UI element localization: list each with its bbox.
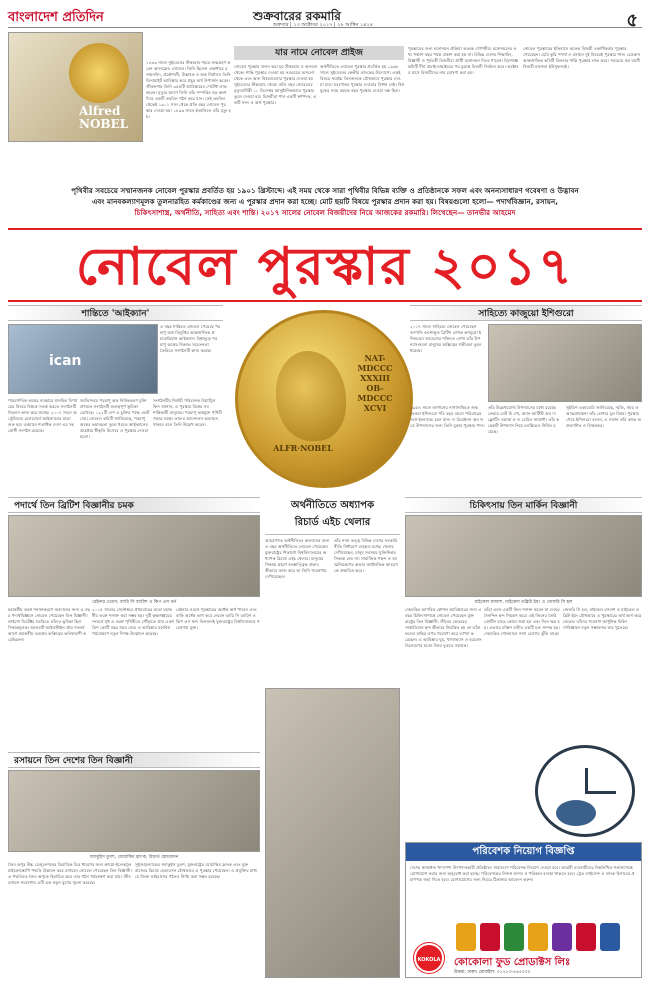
- medal-inscription-right: [350, 353, 400, 413]
- gold-medal-small-icon: [69, 43, 129, 103]
- product-pack-icon: [528, 923, 548, 951]
- nobel-caption: Alfred NOBEL: [79, 104, 129, 131]
- article-text-nobel-2: নোবেল পুরস্কার প্রদান করা হয় স্টকহোম ও অসলো থেকে। শান্তি পুরস্কার দেওয়া হয় নরওয়ের অসলো থেকে এবং অন্য বিষয়গুলোর পুরস্কার দেওয়া হয় সুইডেনের স্টকহোম থেকে। প্রতি বছর নোবেলের মৃত্যুবার্ষিকী ১০ ডিসেম্বর আনুষ্ঠানিকভাবে পুরস্কার তুলে দেওয়া হয়। বিজয়ীরা পান একটি স্বর্ণপদক, একটি সনদ ও অর্থ পুরস্কার।: [234, 64, 318, 105]
- article-text-lit-4: সুইডিশ একাডেমি জানিয়েছে, স্মৃতি, সময় ও আত্মপ্রবঞ্চনা তাঁর লেখার মূল বিষয়। পুরস্কার পেয়ে ইশিগুরো বলেন, এ সম্মান তাঁর কাছে অপ্রত্যাশিত ও বিস্ময়কর।: [566, 405, 642, 428]
- chemistry-caption: জ্যাকুইস ডুবশ, যোয়াকিম ফ্রাংক, রিচার্ড হেন্ডারসন: [89, 855, 179, 860]
- thaler-photo: [265, 688, 400, 978]
- advertisement: [405, 842, 642, 978]
- article-text-chem-2: সুইজারল্যান্ডের জ্যাকুইস ডুবশ, যুক্তরাষ্ট্রের যোয়াকিম ফ্রাংক এবং যুক্তরাজ্যের রিচার্ড হেন্ডারসন যৌথভাবে এ পুরস্কার পেয়েছেন। এ প্রযুক্তির মাধ্যমে জিকা ভাইরাসের গঠনও নির্ণয় করা সম্ভব হয়েছে।: [135, 862, 258, 879]
- article-text-phys-3: রেইনার ওয়েস পুরস্কারের অর্ধেক অর্থ পাবেন এবং বাকি অর্ধেক ভাগ করে নেবেন ব্যারি সি ব্যারিশ ও কিপ এস থর্ন। তিনজনই যুক্তরাষ্ট্রের বিশ্ববিদ্যালয়ে গবেষণায় যুক্ত।: [176, 607, 260, 630]
- masthead: [8, 6, 642, 31]
- article-text-phys-1: মহাকর্ষীয় তরঙ্গ শনাক্তকরণে অবদানের জন্য এ বছর পদার্থবিজ্ঞানে নোবেল পেয়েছেন তিন বিজ্ঞানী। লাইগো ডিটেক্টর তৈরিতে তাঁদের ভূমিকা ছিল সিদ্ধান্তমূলক। আলবার্ট আইনস্টাইন প্রায় শতবর্ষ আগে মহাকর্ষীয় তরঙ্গের অস্তিত্বের ভবিষ্যদ্বাণী করেছিলেন।: [8, 607, 90, 642]
- ad-body: দেশের স্বনামধন্য খাদ্যপণ্য উৎপাদনকারী প্রতিষ্ঠানে সারাদেশে পরিবেশক নিয়োগ দেওয়া হবে। আগ্রহী ব্যবসায়ীদের নিম্নলিখিত শর্তসাপেক্ষে যোগাযোগ করার জন্য অনুরোধ করা হচ্ছে। পরিবেশকের নিজস্ব গুদাম ও পরিবহন ব্যবস্থা থাকতে হবে। ট্রেড লাইসেন্স ও ব্যাংক হিসাবের প্রমাণপত্র জমা দিতে হবে। যোগাযোগের জন্য নিচের ঠিকানায় আবেদন করুন।: [410, 865, 635, 882]
- article-text-lit-3: তাঁর উল্লেখযোগ্য উপন্যাসের মধ্যে রয়েছে নেভার লেট মি গো, অ্যান আর্টিস্ট অব দ্য ফ্লোটিং ওয়ার্ল্ড ও দ্য বেরিড জায়ান্ট। তাঁর কয়েকটি উপন্যাস নিয়ে চলচ্চিত্রও নির্মিত হয়েছে।: [488, 405, 560, 434]
- article-text-nobel-4: পুরস্কারের জন্য মনোনয়ন প্রক্রিয়া অত্যন্ত গোপনীয়। মনোনয়নের তথ্য পঞ্চাশ বছর পর্যন্ত প্রকাশ করা হয় না। বিভিন্ন দেশের শিক্ষাবিদ, বিজ্ঞানী ও পূর্ববর্তী বিজয়ীরা প্রার্থী মনোনয়ন দিতে পারেন। বিশেষজ্ঞ কমিটি দীর্ঘ যাচাই-বাছাইয়ের পর চূড়ান্ত বিজয়ী নির্বাচন করে। অক্টোবর মাসে বিজয়ীদের নাম ঘোষণা করা হয়।: [408, 46, 519, 75]
- physics-laureates-photo: [8, 515, 260, 597]
- intro-line-3: চিকিৎসাশাস্ত্র, অর্থনীতি, সাহিত্য এবং শান্তি। ২০১৭ সালের নোবেল বিজয়ীদের নিয়ে আজকের রকমারি। লিখেছেন— তানভীর আহমেদ: [134, 208, 516, 217]
- article-text-nobel-3: অর্থনীতিতে নোবেল পুরস্কার প্রবর্তিত হয় ১৯৬৮ সালে সুইডেনের কেন্দ্রীয় ব্যাংকের উদ্যোগে। একই বিষয়ে সর্বোচ্চ তিনজনকে যৌথভাবে পুরস্কার দেওয়া যায়। মরণোত্তর পুরস্কার দেওয়ার বিধান নেই। বিশ্বযুদ্ধের সময় কয়েক বছর পুরস্কার দেওয়া বন্ধ ছিল।: [320, 64, 404, 93]
- article-text-lit-2: ১৯৫৪ সালে জাপানের নাগাসাকিতে জন্ম নেওয়া ইশিগুরো পাঁচ বছর বয়সে পরিবারের সঙ্গে ইংল্যান্ডে চলে যান। দ্য রিমেইনস অব দ্য ডে উপন্যাসের জন্য তিনি বুকার পুরস্কার পান।: [410, 405, 485, 428]
- physics-heading: পদার্থে তিন ব্রিটিশ বিজ্ঞানীর চমক: [8, 497, 260, 513]
- article-text-econ-1: আচরণগত অর্থনীতিতে অবদানের জন্য এ বছর অর্থনীতিতে নোবেল পেয়েছেন যুক্তরাষ্ট্রের শিকাগো বিশ্ববিদ্যালয়ের অধ্যাপক রিচার্ড এইচ থেলার। মানুষের সিদ্ধান্ত গ্রহণে মনস্তাত্ত্বিক প্রভাব কীভাবে কাজ করে তা তিনি গবেষণায় দেখিয়েছেন।: [265, 538, 330, 579]
- medal-line-3: XXXIII: [360, 373, 390, 383]
- nobel-profile-icon: [276, 351, 346, 441]
- ad-company-name: কোকোলা ফুড প্রোডাক্টস লিঃ: [454, 957, 571, 968]
- product-pack-icon: [552, 923, 572, 951]
- section-title: শুক্রবারের রকমারি: [253, 9, 341, 23]
- main-headline: নোবেল পুরস্কার ২০১৭: [75, 236, 575, 297]
- article-text-lit-1: ২০১৭ সালে সাহিত্যে নোবেল পেয়েছেন জাপানি বংশোদ্ভূত ব্রিটিশ লেখক কাজুয়ো ইশিগুরো। আবেগের শক্তিতে লেখা তাঁর উপন্যাসগুলো মানুষের অস্তিত্বের গভীরতা তুলে ধরেছে।: [410, 324, 482, 353]
- chemistry-heading: রসায়নে তিন দেশের তিন বিজ্ঞানী: [8, 752, 260, 768]
- medal-line-4: OB-: [366, 383, 384, 393]
- ad-title: পরিবেশক নিয়োগ বিজ্ঞপ্তি: [406, 843, 641, 861]
- peace-heading: শান্তিতে 'আইক্যান': [8, 305, 223, 321]
- kokola-logo: KOKOLA: [414, 943, 444, 973]
- date-line: শুক্রবার | ১৩ অক্টোবর ২০১৭ | ২৮ আশ্বিন ১৪২৪: [273, 22, 373, 28]
- article-text-nobel-1: ১৮৩৩ সালে সুইডেনের স্টকহোম শহরে জন্মগ্রহণ করেন আলফ্রেড নোবেল। তিনি ছিলেন একাধারে রসায়নবিদ, প্রকৌশলী, উদ্ভাবক ও অস্ত্র নির্মাতা। তিনি ডিনামাইট আবিষ্কার করে প্রচুর অর্থ উপার্জন করেন। জীবদ্দশায় তিনি ৩৫৫টি আবিষ্কারের পেটেন্ট লাভ করেন। মৃত্যুর আগে তিনি তাঁর সম্পত্তির বড় অংশ দিয়ে একটি তহবিল গঠন করে যান। সেই তহবিল থেকেই ১৯০১ সাল থেকে প্রতি বছর নোবেল পুরস্কার দেওয়া হয়। ১৮৯৬ সালে ইতালিতে তাঁর মৃত্যু হয়।: [146, 60, 231, 119]
- economics-heading-line-1: অর্থনীতিতে অধ্যাপক: [290, 500, 375, 511]
- page-number: ৫: [626, 10, 638, 31]
- physics-caption: রেইনার ওয়েস, ব্যারি সি ব্যারিশ ও কিপ এস থর্ন: [91, 600, 177, 605]
- economics-heading-line-2: রিচার্ড এইচ থেলার: [294, 517, 371, 528]
- sleeping-figure-icon: [556, 800, 596, 826]
- article-text-phys-2: ২০১৫ সালের সেপ্টেম্বরে প্রথমবারের মতো মহাকর্ষীয় তরঙ্গ শনাক্ত করা সম্ভব হয়। দুটি কৃষ্ণগহ্বরের সংঘর্ষে সৃষ্ট এ তরঙ্গ পৃথিবীতে পৌঁছাতে প্রায় একশ ত্রিশ কোটি বছর সময় নেয়। এ আবিষ্কার মহাবিশ্ব পর্যবেক্ষণে নতুন দিগন্ত উন্মোচন করেছে।: [92, 607, 174, 636]
- article-text-peace-2: পারমাণবিক অস্ত্রের ব্যবহারে মানবিক বিপর্যয়ের বিষয়ে বিশ্বকে সতর্ক করতে সংগঠনটি নিরলস কাজ করে যাচ্ছে। ২০০৭ সালে অস্ট্রেলিয়ার মেলবোর্নে আইক্যানের যাত্রা শুরু হয়। বর্তমানে শতাধিক দেশে এর সহযোগী সংগঠন রয়েছে।: [8, 398, 78, 433]
- article-text-peace-1: এ বছর শান্তিতে নোবেল পেয়েছে পরমাণু অস্ত্র বিলুপ্তির আন্তর্জাতিক প্রচারাভিযান আইক্যান। বিশ্বজুড়ে পরমাণু অস্ত্রের বিরুদ্ধে সচেতনতা তৈরিতে সংগঠনটি কাজ করছে।: [160, 324, 221, 353]
- product-pack-icon: [504, 923, 524, 951]
- product-pack-icon: [576, 923, 596, 951]
- ad-address: উত্তরা, ঢাকা। মোবাইল: ০১৭১৩-৪৪৫০০০: [454, 970, 531, 975]
- article-text-med-1: দেহঘড়ির আণবিক কৌশল আবিষ্কারের জন্য এ বছর চিকিৎসাশাস্ত্রে নোবেল পেয়েছেন যুক্তরাষ্ট্রের তিন বিজ্ঞানী। জীবের ভেতরের সার্কাডিয়ান ছন্দ কীভাবে নিয়ন্ত্রিত হয় তা তাঁরা ফলের মাছির ওপর গবেষণা করে ব্যাখ্যা করেছেন। এ আবিষ্কার ঘুম, খাদ্যাভ্যাস ও হরমোন নিঃসরণের মতো বিষয় বুঝতে সহায়ক।: [405, 607, 482, 648]
- headline-rule-bottom: [8, 300, 642, 302]
- nobel-medal: [235, 310, 413, 488]
- product-row: [456, 923, 636, 953]
- article-text-econ-2: তাঁর নাজ তত্ত্ব বিভিন্ন দেশের সরকারি নীতি নির্ধারণে ব্যবহৃত হচ্ছে। থেলার দেখিয়েছেন, মানুষ সবসময় যুক্তিনির্ভর সিদ্ধান্ত নেয় না। সামাজিক পছন্দ ও আত্মনিয়ন্ত্রণের অভাব অর্থনৈতিক আচরণকে প্রভাবিত করে।: [334, 538, 398, 573]
- intro-line-1: পৃথিবীর সবচেয়ে সম্মানজনক নোবেল পুরস্কার প্রবর্তিত হয় ১৯০১ খ্রিস্টাব্দে। এই সময় থেকে সারা পৃথিবীর বিভিন্ন ব্যক্তি ও প্রতিষ্ঠানকে সফল এবং অনন্যসাধারণ গবেষণা ও উদ্ভাবন: [71, 186, 579, 195]
- article-text-peace-3: জাতিসংঘে পরমাণু অস্ত্র নিষিদ্ধকরণ চুক্তি প্রণয়নে সংগঠনটি গুরুত্বপূর্ণ ভূমিকা রেখেছে। ১২২টি দেশ এ চুক্তির পক্ষে ভোট দেয়। নোবেল কমিটি জানিয়েছে, পরমাণু অস্ত্রের ভয়াবহতা তুলে ধরতে আইক্যানের প্রচেষ্টার স্বীকৃতি হিসেবে এ পুরস্কার দেওয়া হলো।: [80, 398, 150, 439]
- economics-heading: [265, 497, 400, 535]
- product-pack-icon: [480, 923, 500, 951]
- article-text-nobel-5: নোবেল পুরস্কারের ইতিহাসে অনেক বিজয়ী একাধিকবার পুরস্কার পেয়েছেন। মেরি কুরি পদার্থ ও রসায়ন দুই বিষয়েই পুরস্কার পান। রেডক্রস আন্তর্জাতিক কমিটি তিনবার শান্তি পুরস্কার লাভ করে। সবচেয়ে কম বয়সী বিজয়ী মালালা ইউসুফজাই।: [523, 46, 641, 69]
- medal-line-5: MDCCC: [357, 393, 393, 403]
- medicine-laureates-photo: [405, 515, 642, 597]
- medal-line-1: NAT-: [364, 353, 386, 363]
- chemistry-laureates-photo: [8, 770, 260, 852]
- article-text-chem-1: জৈব অণুর উচ্চ রেজুলেশনের ত্রিমাত্রিক চিত্র ধারণের জন্য ক্রায়ো-ইলেকট্রন মাইক্রোস্কোপি পদ্ধতি উদ্ভাবন করে রসায়নে নোবেল পেয়েছেন তিন বিজ্ঞানী। এ পদ্ধতিতে জৈব অণুকে হিমায়িত করে তার গঠন পর্যবেক্ষণ করা যায়। জীবরসায়ন গবেষণায় এটি এক নতুন যুগের সূচনা করেছে।: [8, 862, 132, 885]
- product-pack-icon: [456, 923, 476, 951]
- nobel-section-heading: যার নামে নোবেল প্রাইজ: [234, 46, 404, 60]
- article-text-med-3: জেফরি সি হল, মাইকেল রসবাশ ও মাইকেল ডব্লিউ ইয়ং যৌথভাবে এ পুরস্কারের অর্থ ভাগ করে নেবেন। তাঁদের গবেষণা আধুনিক চিকিৎসাবিজ্ঞানে নতুন সম্ভাবনার দ্বার খুলেছে।: [563, 607, 642, 630]
- brand-logo: বাংলাদেশ প্রতিদিন: [8, 10, 104, 25]
- clock-hand-minute: [586, 791, 616, 794]
- intro-paragraph: [16, 185, 634, 218]
- alfred-nobel-photo: [8, 32, 143, 142]
- intro-line-2: এবং মানবকল্যাণমূলক তুলনারহিত কর্মকাণ্ডের জন্য এ পুরস্কার প্রদান করা হচ্ছে। মোট ছয়টি বিষয়ে পুরস্কার প্রদান করা হয়। বিষয়গুলো হলো— পদার্থবিজ্ঞান, রসায়ন,: [91, 197, 559, 206]
- body-clock-illustration: [535, 745, 635, 837]
- article-text-med-2: তাঁরা এমন একটি জিন শনাক্ত করেন যা দেহের দৈনন্দিন ছন্দ নিয়ন্ত্রণ করে। এই জিনের তৈরি প্রোটিন রাতে কোষে জমা হয় এবং দিনে ক্ষয় হয়। এভাবে চব্বিশ ঘণ্টার একটি চক্র সম্পন্ন হয়। দেহঘড়ির গোলমালে নানা রোগের ঝুঁকি বাড়ে।: [484, 607, 560, 636]
- literature-heading: সাহিত্যে কাজুয়ো ইশিগুরো: [410, 305, 642, 321]
- medal-line-6: XCVI: [363, 403, 387, 413]
- product-pack-icon: [600, 923, 620, 951]
- ican-photo: [8, 324, 158, 394]
- medal-name: ALFR·NOBEL: [273, 443, 333, 453]
- article-text-peace-4: সংগঠনটির নির্বাহী পরিচালক বিয়াট্রিস ফিন জানান, এ পুরস্কার বিশ্বের সব শান্তিকামী মানুষের। পরমাণু অস্ত্রমুক্ত পৃথিবী গড়ার লক্ষ্যে তাদের আন্দোলন অব্যাহত থাকবে বলে তিনি উল্লেখ করেন।: [153, 398, 222, 427]
- medal-line-2: MDCCC: [357, 363, 393, 373]
- medicine-caption: মাইকেল রসবাশ, মাইকেল ডব্লিউ ইয়ং ও জেফরি সি হল: [474, 600, 573, 605]
- ishiguro-photo: [488, 324, 642, 402]
- ican-banner: ican: [49, 353, 82, 369]
- medicine-heading: চিকিৎসায় তিন মার্কিন বিজ্ঞানী: [405, 497, 642, 513]
